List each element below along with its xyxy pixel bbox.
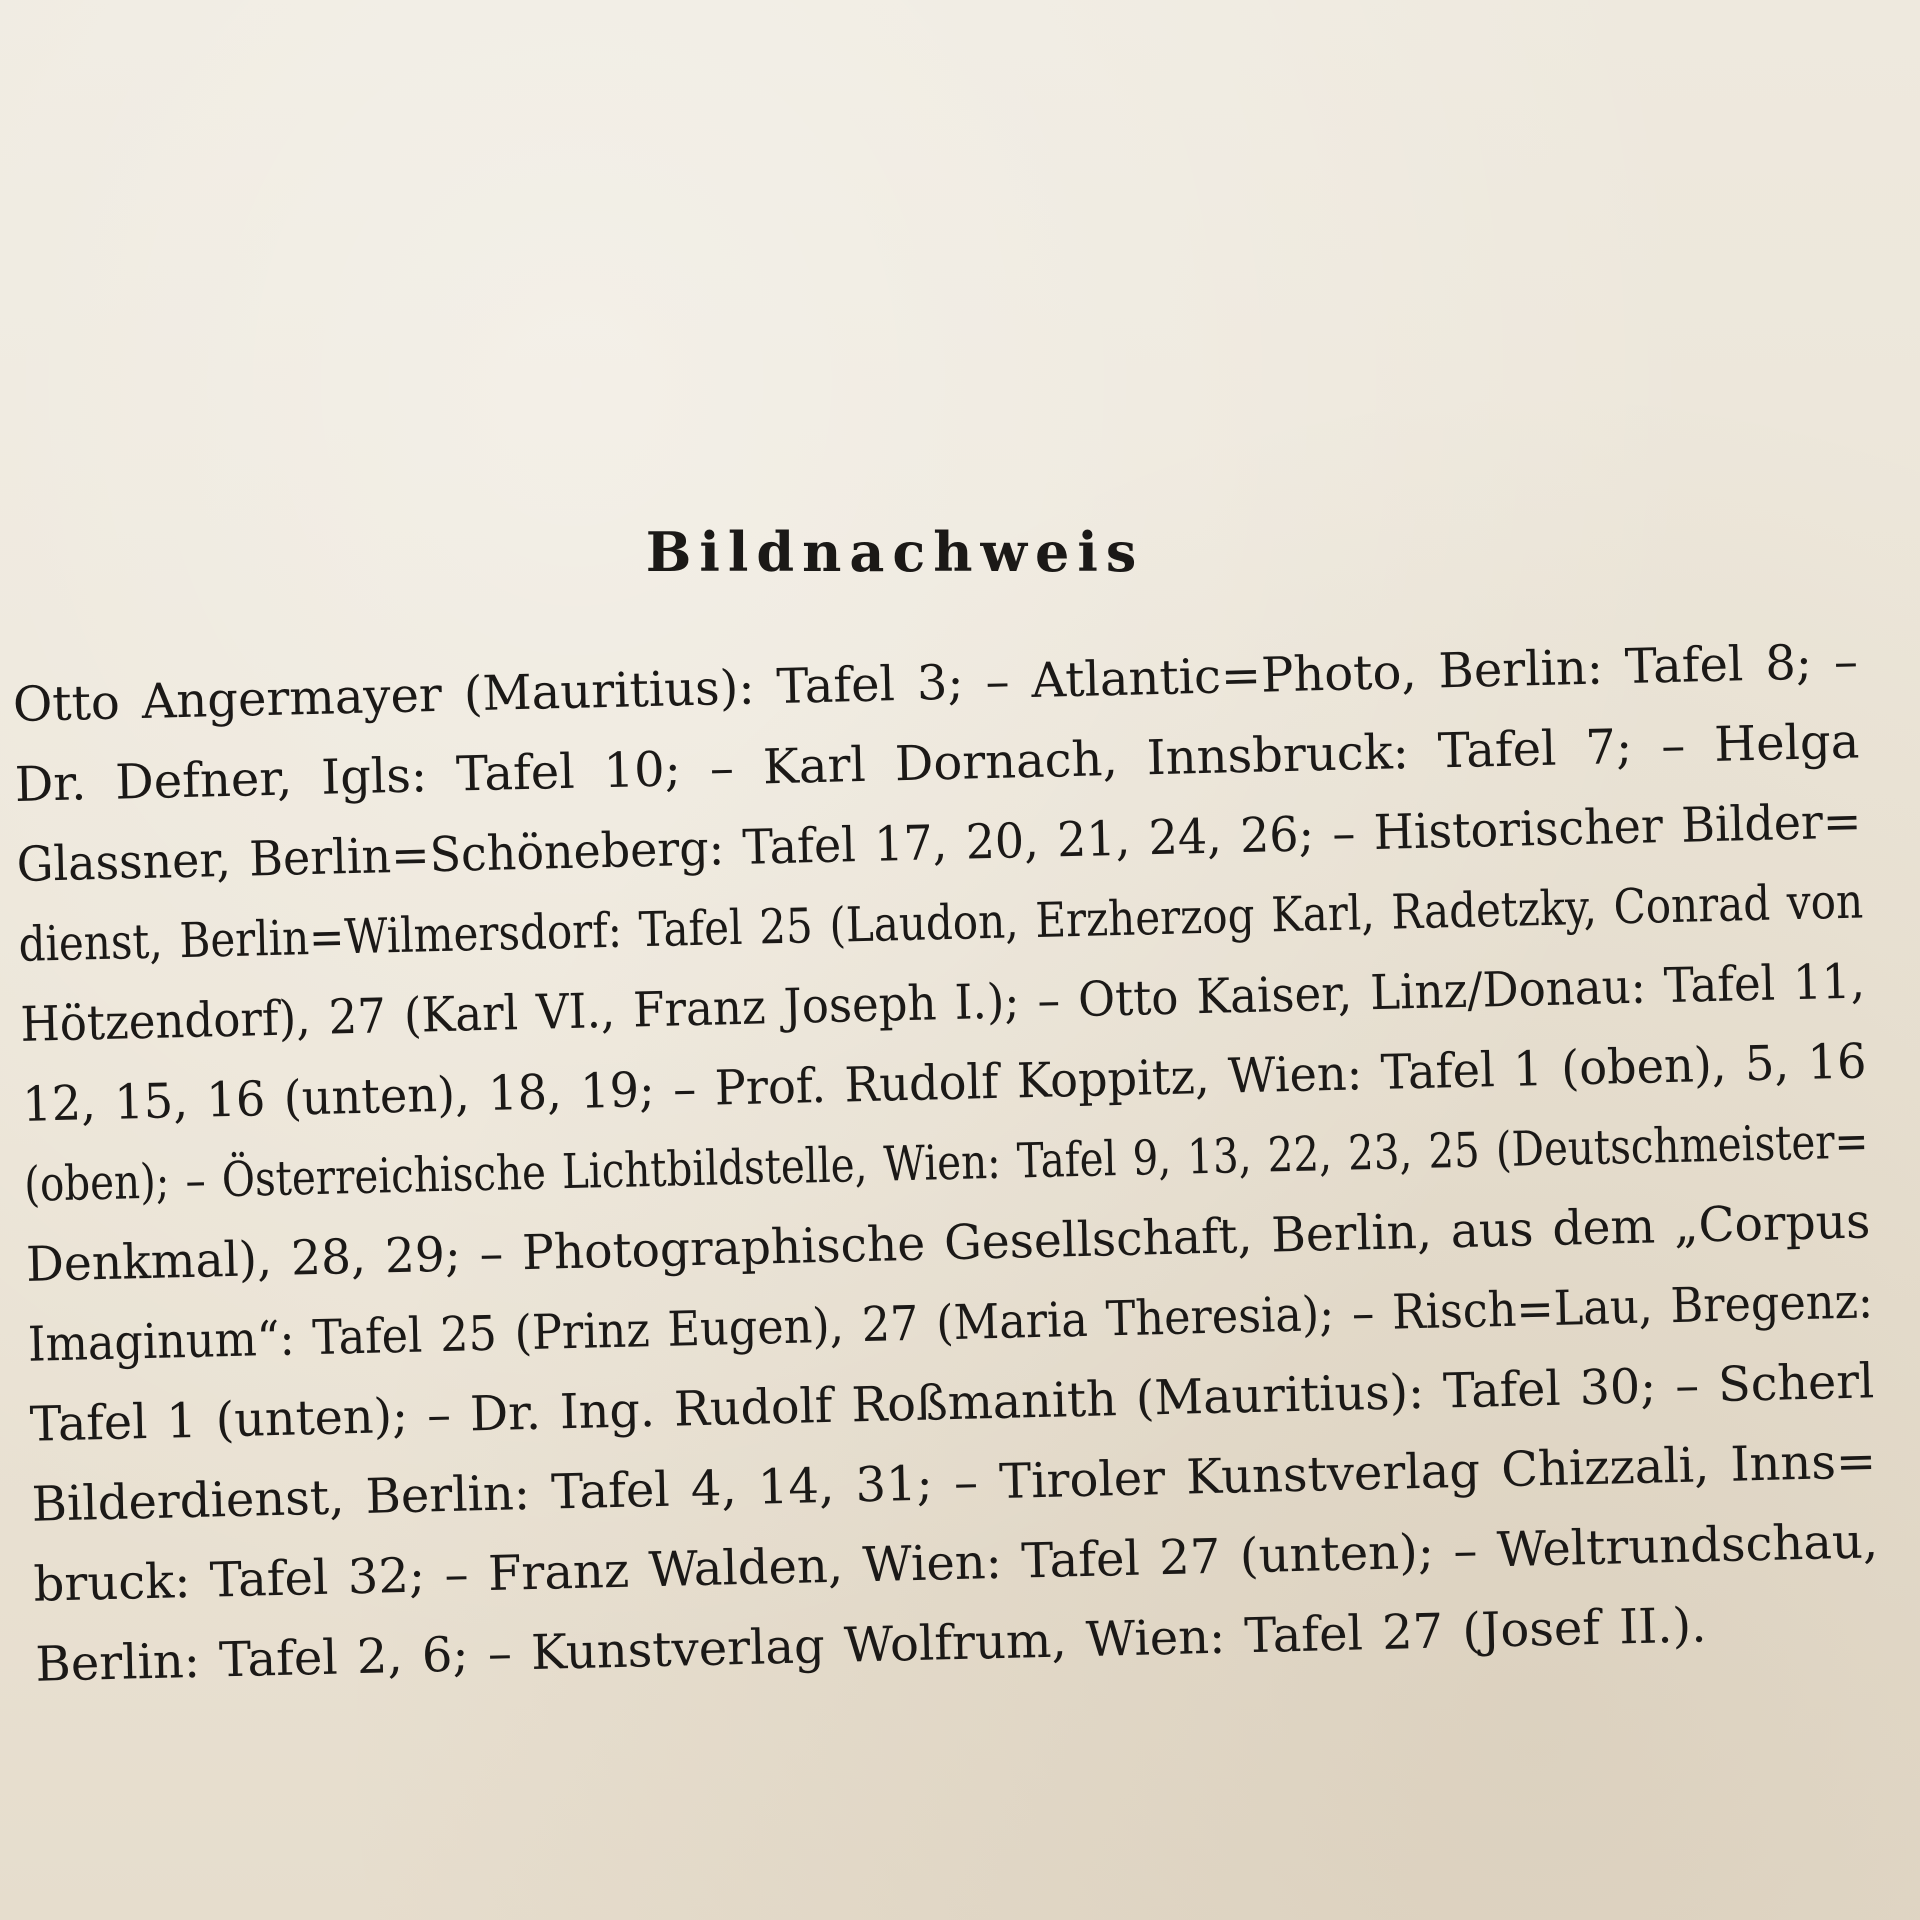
text-line: Imaginum“: Tafel 25 (Prinz Eugen), 27 (Maria Theresia); – Risch=Lau, Bregenz: — [27, 1273, 1874, 1373]
text-line: Glassner, Berlin=Schöneberg: Tafel 17, 20, 21, 24, 26; – Historischer Bilder= — [16, 793, 1863, 893]
text-line: 12, 15, 16 (unten), 18, 19; – Prof. Rudolf Koppitz, Wien: Tafel 1 (oben), 5, 16 — [21, 1033, 1868, 1133]
text-line: Dr. Defner, Igls: Tafel 10; – Karl Dornach, Innsbruck: Tafel 7; – Helga — [14, 713, 1860, 813]
text-line: dienst, Berlin=Wilmersdorf: Tafel 25 (Laudon, Erzherzog Karl, Radetzky, Conrad von — [17, 873, 1864, 973]
text-line: Otto Angermayer (Mauritius): Tafel 3; – Atlantic=Photo, Berlin: Tafel 8; – — [12, 633, 1859, 733]
text-line: Denkmal), 28, 29; – Photographische Gesellschaft, Berlin, aus dem „Corpus — [25, 1193, 1871, 1293]
text-line: Hötzendorf), 27 (Karl VI., Franz Joseph I.); – Otto Kaiser, Linz/Donau: Tafel 11, — [19, 953, 1866, 1053]
text-line: Berlin: Tafel 2, 6; – Kunstverlag Wolfrum, Wien: Tafel 27 (Josef II.). — [34, 1597, 1708, 1693]
text-line: (oben); – Österreichische Lichtbildstelle, Wien: Tafel 9, 13, 22, 23, 25 (Deutschmeister= — [23, 1113, 1870, 1213]
text-line: Bilderdienst, Berlin: Tafel 4, 14, 31; – Tiroler Kunstverlag Chizzali, Inns= — [31, 1433, 1877, 1533]
page-heading: Bildnachweis — [645, 520, 1145, 584]
text-line: Tafel 1 (unten); – Dr. Ing. Rudolf Roßmanith (Mauritius): Tafel 30; – Scherl — [29, 1353, 1875, 1453]
credits-paragraph — [12, 622, 1881, 1705]
text-line: bruck: Tafel 32; – Franz Walden, Wien: Tafel 27 (unten); – Weltrundschau, — [33, 1513, 1879, 1613]
